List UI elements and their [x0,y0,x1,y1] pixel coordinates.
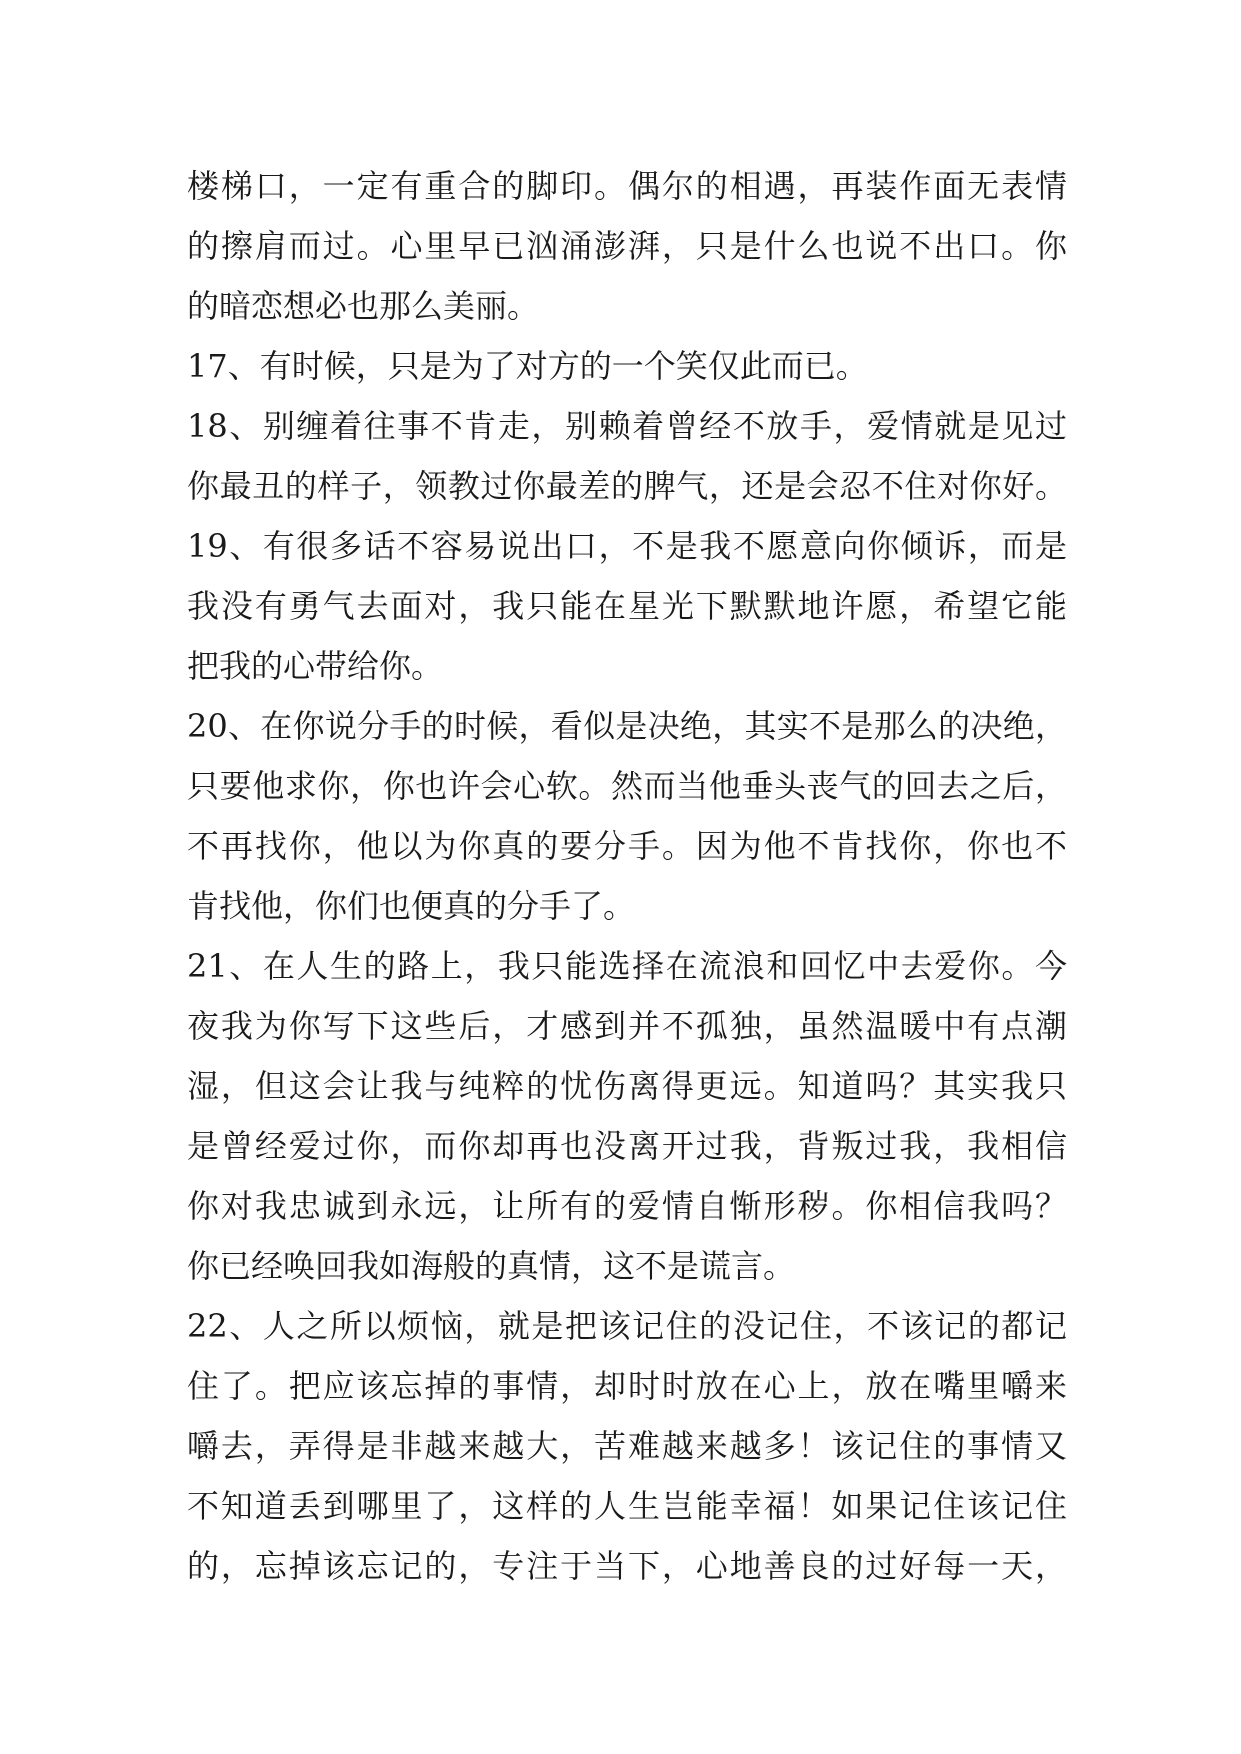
text-line: 20、在你说分手的时候，看似是决绝，其实不是那么的决绝， [187,707,1067,745]
text-line: 的擦肩而过。心里早已汹涌澎湃，只是什么也说不出口。你 [187,227,1067,265]
text-line: 是曾经爱过你，而你却再也没离开过我，背叛过我，我相信 [187,1127,1067,1165]
text-line: 湿，但这会让我与纯粹的忧伤离得更远。知道吗？其实我只 [187,1067,1067,1105]
text-line: 21、在人生的路上，我只能选择在流浪和回忆中去爱你。今 [187,947,1067,985]
text-line: 19、有很多话不容易说出口，不是我不愿意向你倾诉，而是 [187,527,1067,565]
text-line: 的暗恋想必也那么美丽。 [187,287,540,325]
text-line: 只要他求你，你也许会心软。然而当他垂头丧气的回去之后， [187,767,1067,805]
text-line: 18、别缠着往事不肯走，别赖着曾经不放手，爱情就是见过 [187,407,1067,445]
text-line: 17、有时候，只是为了对方的一个笑仅此而已。 [187,347,868,385]
text-line: 嚼去，弄得是非越来越大，苦难越来越多！该记住的事情又 [187,1427,1067,1465]
text-line: 的，忘掉该忘记的，专注于当下，心地善良的过好每一天， [187,1547,1067,1585]
text-line: 你已经唤回我如海般的真情，这不是谎言。 [187,1247,796,1285]
body-text [187,156,1067,1596]
text-line: 夜我为你写下这些后，才感到并不孤独，虽然温暖中有点潮 [187,1007,1067,1045]
text-line: 22、人之所以烦恼，就是把该记住的没记住，不该记的都记 [187,1307,1067,1345]
text-line: 肯找他，你们也便真的分手了。 [187,887,636,925]
text-line: 我没有勇气去面对，我只能在星光下默默地许愿，希望它能 [187,587,1067,625]
text-line: 你最丑的样子，领教过你最差的脾气，还是会忍不住对你好。 [187,467,1067,505]
text-line: 把我的心带给你。 [187,647,444,685]
text-line: 你对我忠诚到永远，让所有的爱情自惭形秽。你相信我吗？ [187,1187,1067,1225]
text-line: 不再找你，他以为你真的要分手。因为他不肯找你，你也不 [187,827,1067,865]
text-line: 楼梯口，一定有重合的脚印。偶尔的相遇，再装作面无表情 [187,167,1067,205]
text-line: 住了。把应该忘掉的事情，却时时放在心上，放在嘴里嚼来 [187,1367,1067,1405]
text-line: 不知道丢到哪里了，这样的人生岂能幸福！如果记住该记住 [187,1487,1067,1525]
